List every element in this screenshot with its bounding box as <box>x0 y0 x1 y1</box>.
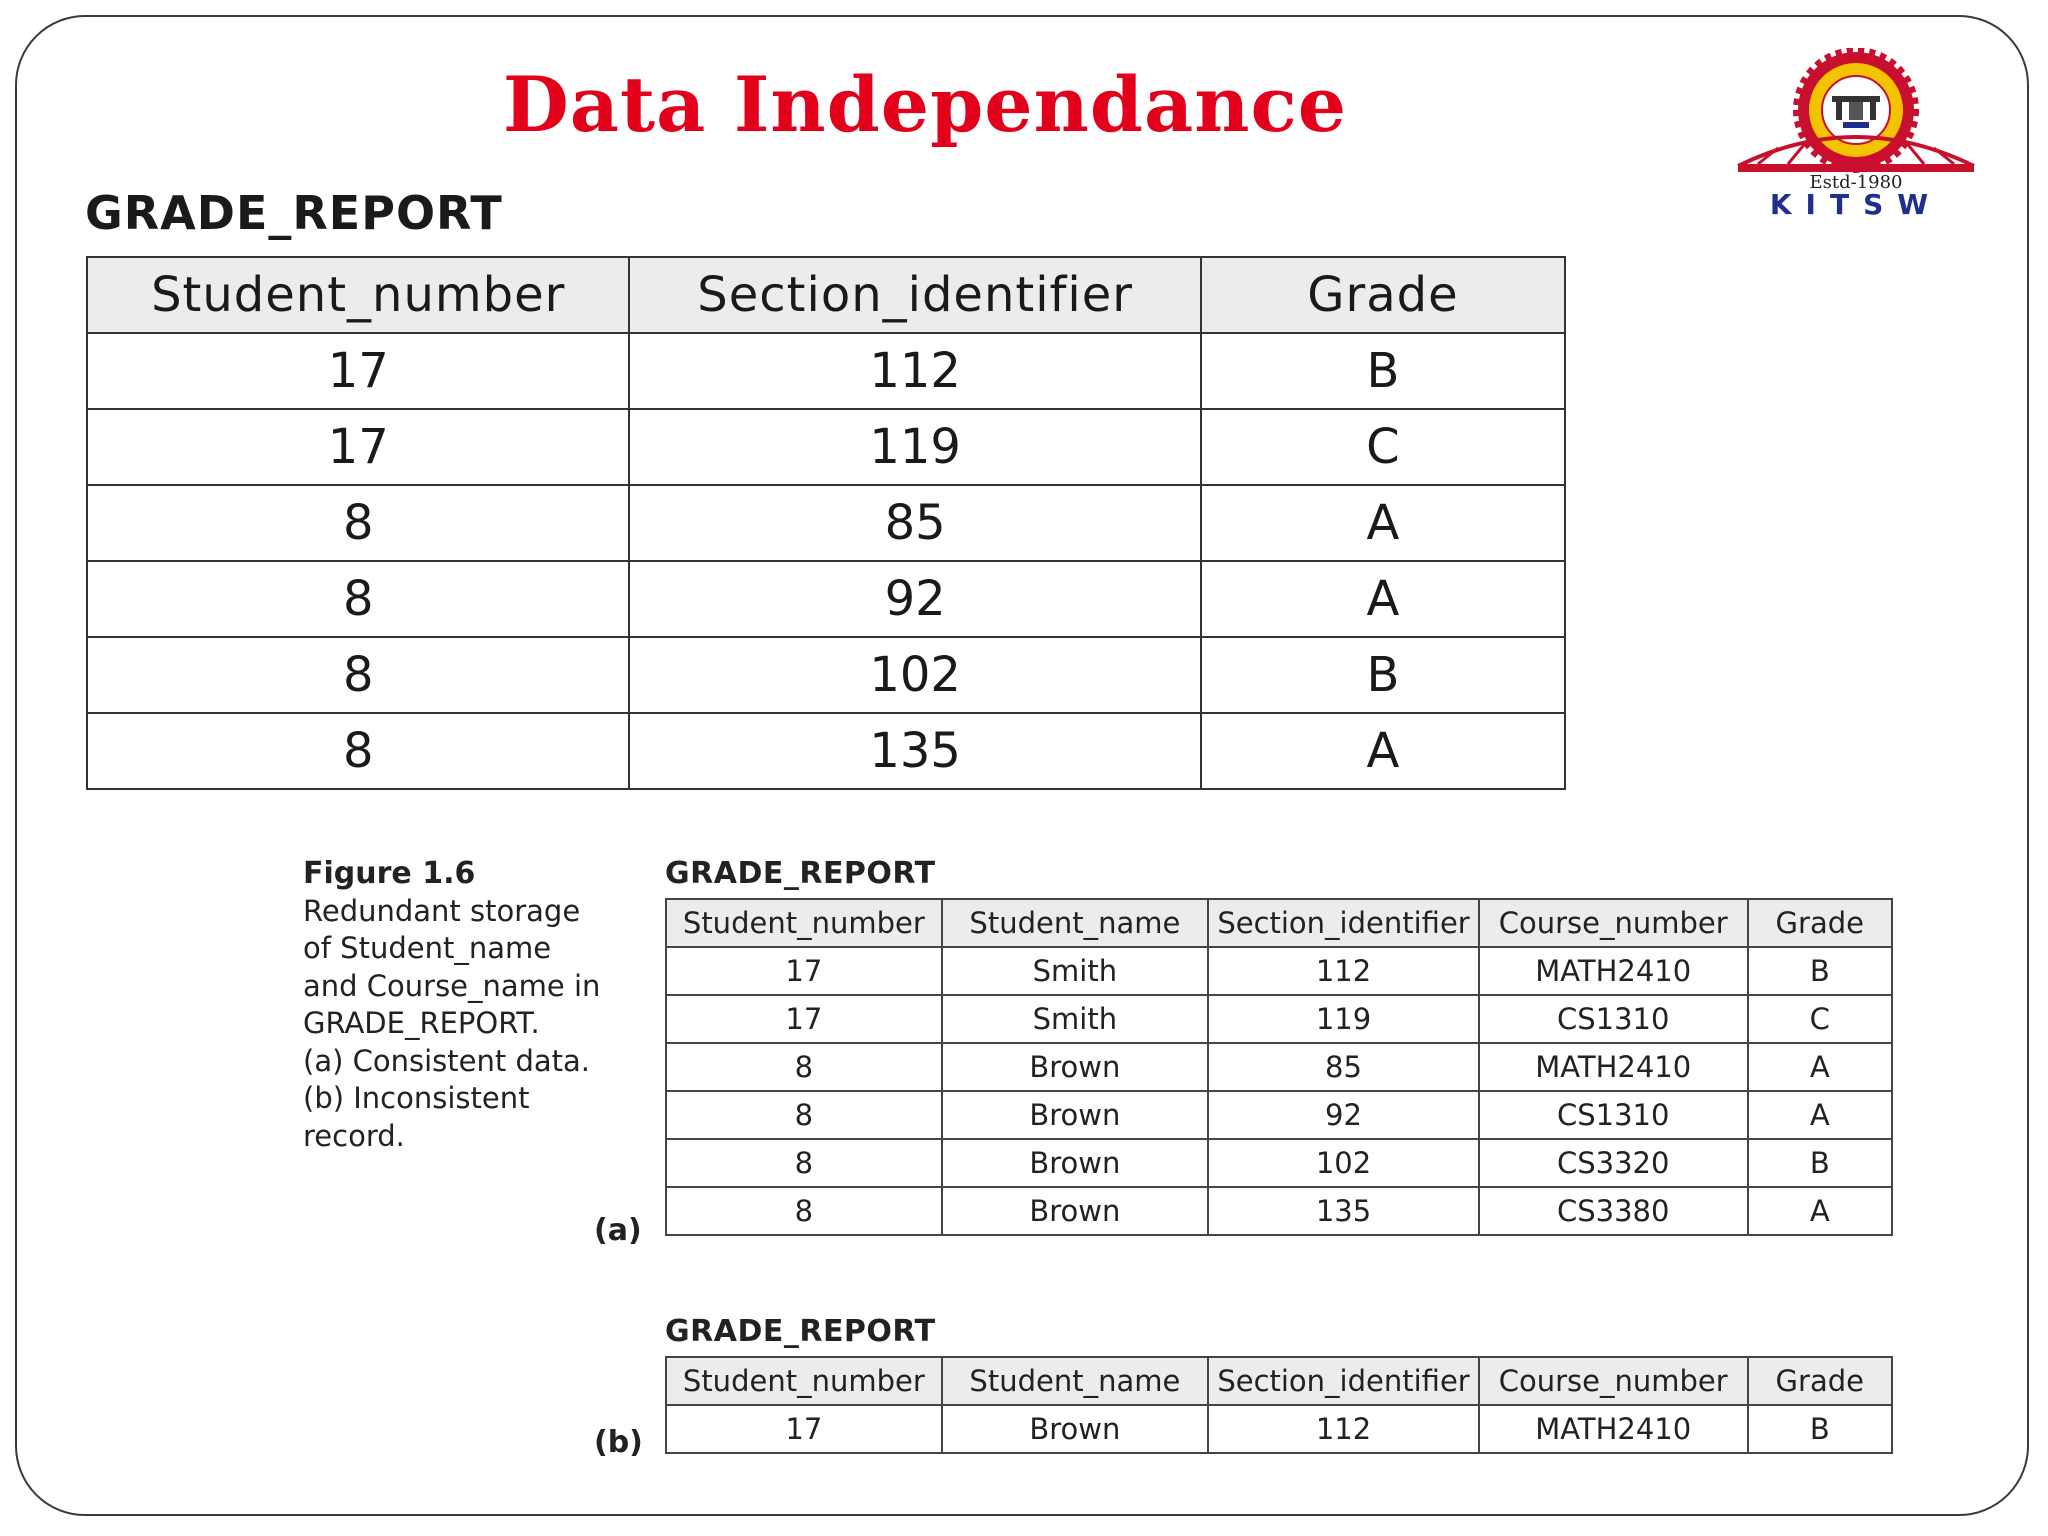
table-cell: B <box>1748 1405 1892 1453</box>
table-cell: 119 <box>629 409 1200 485</box>
table-a-caption: GRADE_REPORT <box>665 856 936 891</box>
table-cell: B <box>1201 333 1565 409</box>
table-cell: 8 <box>87 713 629 789</box>
column-header: Student_number <box>666 1357 942 1405</box>
grade-report-table-a <box>665 898 1893 1236</box>
column-header: Section_identifier <box>629 257 1200 333</box>
table-cell: 135 <box>629 713 1200 789</box>
table-cell: 92 <box>629 561 1200 637</box>
figure-description-line: (b) Inconsistent <box>303 1081 530 1115</box>
table-cell: Brown <box>942 1091 1208 1139</box>
figure-description-line: and Course_name in <box>303 968 601 1003</box>
table-row <box>666 995 1892 1043</box>
table-cell: 8 <box>87 485 629 561</box>
table-cell: Brown <box>942 1405 1208 1453</box>
table-cell: A <box>1748 1091 1892 1139</box>
table-cell: C <box>1201 409 1565 485</box>
kitsw-emblem <box>1718 48 1994 218</box>
table-cell: B <box>1201 637 1565 713</box>
logo-abbreviation: KITSW <box>1769 188 1943 218</box>
table-row <box>666 1187 1892 1235</box>
table-cell: A <box>1748 1187 1892 1235</box>
figure-label: Figure 1.6 <box>303 856 476 891</box>
table-cell: Smith <box>942 995 1208 1043</box>
table-cell: A <box>1201 561 1565 637</box>
grade-report-table-b <box>665 1356 1893 1454</box>
table-cell: 8 <box>666 1139 942 1187</box>
table-row <box>666 1405 1892 1453</box>
table-cell: 92 <box>1208 1091 1479 1139</box>
table-cell: 8 <box>666 1091 942 1139</box>
table-header-row <box>666 899 1892 947</box>
main-table-caption: GRADE_REPORT <box>85 186 503 240</box>
column-header: Course_number <box>1479 1357 1748 1405</box>
kitsw-logo <box>1718 48 1994 218</box>
table-cell: 8 <box>666 1043 942 1091</box>
column-header: Grade <box>1748 1357 1892 1405</box>
figure-description-line: of Student_name <box>303 931 552 965</box>
table-cell: CS3320 <box>1479 1139 1748 1187</box>
table-cell: 8 <box>87 561 629 637</box>
table-cell: B <box>1748 947 1892 995</box>
table-cell: 102 <box>1208 1139 1479 1187</box>
figure-part-a-label: (a) <box>594 1213 642 1248</box>
table-row <box>87 561 1565 637</box>
table-b-caption: GRADE_REPORT <box>665 1314 936 1349</box>
table-cell: 119 <box>1208 995 1479 1043</box>
table-header-row <box>666 1357 1892 1405</box>
table-cell: A <box>1201 485 1565 561</box>
figure-part-b-label: (b) <box>594 1425 643 1460</box>
table-cell: 17 <box>666 1405 942 1453</box>
table-row <box>87 637 1565 713</box>
column-header: Section_identifier <box>1208 899 1479 947</box>
table-cell: 112 <box>629 333 1200 409</box>
table-cell: 85 <box>629 485 1200 561</box>
table-cell: 8 <box>666 1187 942 1235</box>
table-cell: Brown <box>942 1139 1208 1187</box>
column-header: Course_number <box>1479 899 1748 947</box>
figure-description-line: record. <box>303 1118 405 1153</box>
column-header: Grade <box>1748 899 1892 947</box>
column-header: Student_number <box>666 899 942 947</box>
table-cell: B <box>1748 1139 1892 1187</box>
column-header: Student_number <box>87 257 629 333</box>
table-row <box>87 333 1565 409</box>
table-cell: CS3380 <box>1479 1187 1748 1235</box>
table-cell: Brown <box>942 1187 1208 1235</box>
table-row <box>87 485 1565 561</box>
table-cell: 17 <box>666 947 942 995</box>
table-cell: 17 <box>87 409 629 485</box>
table-cell: MATH2410 <box>1479 947 1748 995</box>
table-cell: A <box>1201 713 1565 789</box>
figure-description-line: (a) Consistent data. <box>303 1043 590 1078</box>
figure-caption <box>303 855 623 1155</box>
logo-established: Estd-1980 <box>1809 172 1903 193</box>
table-cell: CS1310 <box>1479 1091 1748 1139</box>
column-header: Student_name <box>942 899 1208 947</box>
table-cell: Smith <box>942 947 1208 995</box>
table-cell: 8 <box>87 637 629 713</box>
table-cell: A <box>1748 1043 1892 1091</box>
table-row <box>666 1091 1892 1139</box>
table-cell: 17 <box>87 333 629 409</box>
table-cell: Brown <box>942 1043 1208 1091</box>
slide-title: Data Independance <box>502 60 1348 149</box>
table-row <box>666 947 1892 995</box>
column-header: Section_identifier <box>1208 1357 1479 1405</box>
table-cell: 112 <box>1208 1405 1479 1453</box>
table-cell: MATH2410 <box>1479 1405 1748 1453</box>
table-row <box>666 1043 1892 1091</box>
figure-description-line: Redundant storage <box>303 893 581 928</box>
figure-description-line: GRADE_REPORT. <box>303 1006 540 1040</box>
table-row <box>666 1139 1892 1187</box>
column-header: Student_name <box>942 1357 1208 1405</box>
table-cell: 135 <box>1208 1187 1479 1235</box>
table-header-row <box>87 257 1565 333</box>
table-cell: 102 <box>629 637 1200 713</box>
table-cell: MATH2410 <box>1479 1043 1748 1091</box>
table-cell: 112 <box>1208 947 1479 995</box>
table-row <box>87 409 1565 485</box>
table-cell: C <box>1748 995 1892 1043</box>
grade-report-table <box>86 256 1566 790</box>
table-cell: CS1310 <box>1479 995 1748 1043</box>
table-cell: 85 <box>1208 1043 1479 1091</box>
column-header: Grade <box>1201 257 1565 333</box>
table-row <box>87 713 1565 789</box>
table-cell: 17 <box>666 995 942 1043</box>
